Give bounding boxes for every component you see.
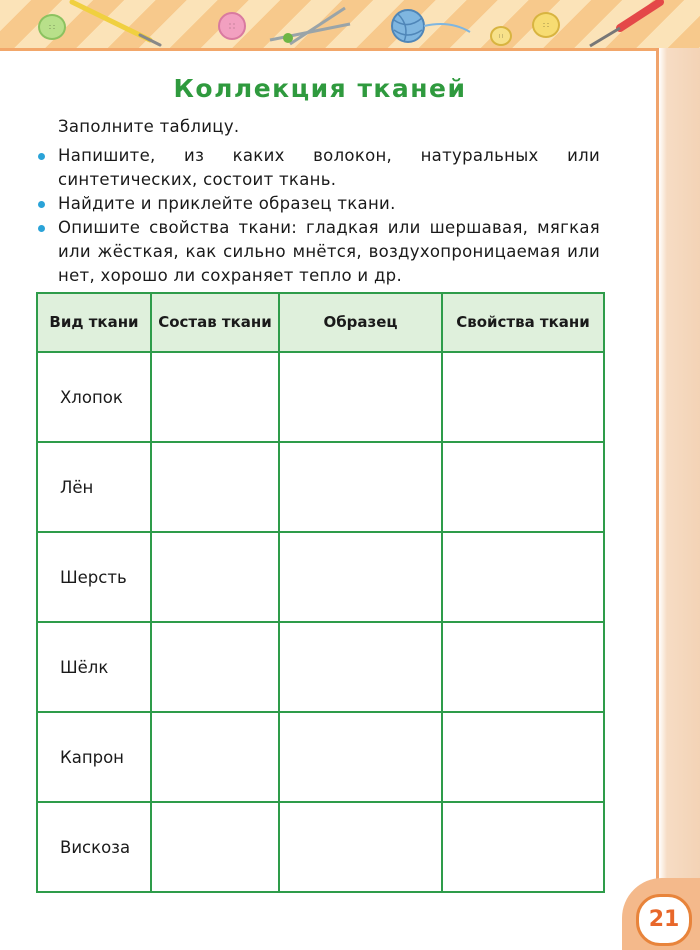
properties-cell[interactable] <box>442 802 604 892</box>
sample-cell[interactable] <box>279 352 442 442</box>
instruction-text: Заполните таблицу. <box>58 117 240 136</box>
page-number: 21 <box>636 894 692 946</box>
page-title: Коллекция тканей <box>173 74 467 103</box>
screwdriver-icon <box>590 2 660 46</box>
instruction-list <box>38 144 600 288</box>
instruction-item: Найдите и приклейте образец ткани. <box>38 192 600 216</box>
fabric-name-cell: Лён <box>37 442 151 532</box>
sample-cell[interactable] <box>279 442 442 532</box>
table-row <box>37 622 604 712</box>
properties-cell[interactable] <box>442 712 604 802</box>
fabric-table <box>36 292 605 893</box>
sample-cell[interactable] <box>279 532 442 622</box>
composition-cell[interactable] <box>151 622 279 712</box>
header-composition: Состав ткани <box>151 293 279 352</box>
fabric-name-cell: Капрон <box>37 712 151 802</box>
table-row <box>37 712 604 802</box>
tools-illustration <box>0 0 700 48</box>
properties-cell[interactable] <box>442 442 604 532</box>
composition-cell[interactable] <box>151 352 279 442</box>
table-header-row <box>37 293 604 352</box>
composition-cell[interactable] <box>151 532 279 622</box>
table-row <box>37 802 604 892</box>
instruction-item: Опишите свойства ткани: гладкая или шершавая, мягкая или жёсткая, как сильно мнётся, воздухопроницаемая или нет, хорошо ли сохраняет тепло и др. <box>38 216 600 288</box>
sample-cell[interactable] <box>279 802 442 892</box>
fabric-name-cell: Хлопок <box>37 352 151 442</box>
table-row <box>37 532 604 622</box>
yarn-ball-icon <box>392 10 470 42</box>
properties-cell[interactable] <box>442 352 604 442</box>
page-margin <box>656 48 700 950</box>
bullet-icon <box>38 153 45 160</box>
decorative-banner <box>0 0 700 51</box>
header-fabric-type: Вид ткани <box>37 293 151 352</box>
sample-cell[interactable] <box>279 622 442 712</box>
bullet-icon <box>38 201 45 208</box>
table-row <box>37 442 604 532</box>
composition-cell[interactable] <box>151 442 279 532</box>
composition-cell[interactable] <box>151 712 279 802</box>
composition-cell[interactable] <box>151 802 279 892</box>
properties-cell[interactable] <box>442 622 604 712</box>
sample-cell[interactable] <box>279 712 442 802</box>
header-properties: Свойства ткани <box>442 293 604 352</box>
instruction-item: Напишите, из каких волокон, натуральных или синтетических, состоит ткань. <box>38 144 600 192</box>
fabric-name-cell: Шёлк <box>37 622 151 712</box>
compass-icon <box>270 8 350 44</box>
fabric-name-cell: Вискоза <box>37 802 151 892</box>
fabric-name-cell: Шерсть <box>37 532 151 622</box>
bullet-icon <box>38 225 45 232</box>
crochet-hook-icon <box>72 2 160 45</box>
header-sample: Образец <box>279 293 442 352</box>
properties-cell[interactable] <box>442 532 604 622</box>
table-row <box>37 352 604 442</box>
